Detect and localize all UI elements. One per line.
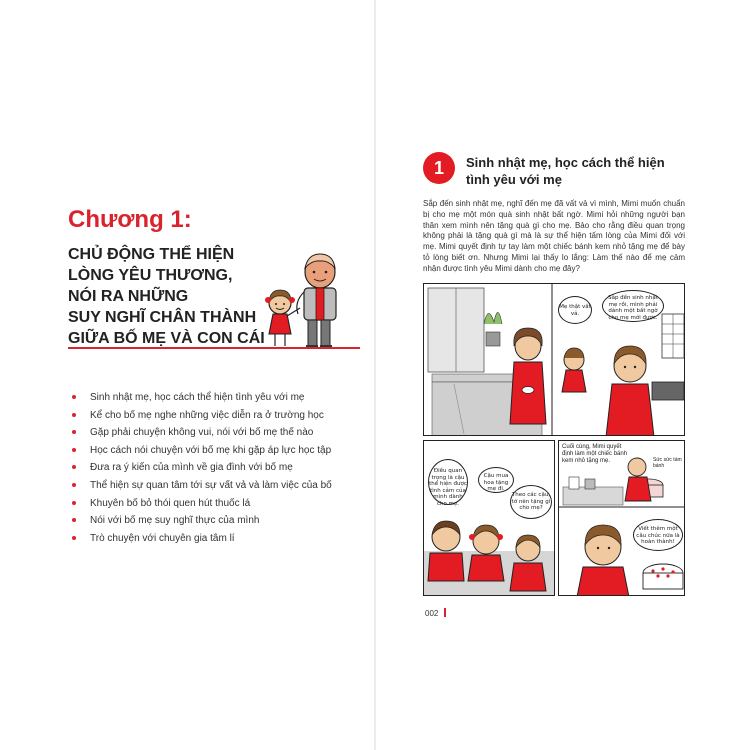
bullet-dot-icon <box>72 448 76 452</box>
list-item-text: Trò chuyện với chuyên gia tâm lí <box>90 532 235 544</box>
list-item <box>72 530 362 548</box>
chapter-title: Chương 1: <box>68 206 192 233</box>
chapter-subtitle-line: LÒNG YÊU THƯƠNG, <box>68 267 233 284</box>
list-item-text: Học cách nói chuyện với bố mẹ khi gặp áp lực học tập <box>90 444 332 456</box>
page-number: 002 <box>425 609 439 618</box>
comic-panel-kitchen <box>423 283 685 436</box>
father-daughter-illustration <box>258 248 348 350</box>
bullet-dot-icon <box>72 536 76 540</box>
book-gutter <box>374 0 376 750</box>
bullet-dot-icon <box>72 465 76 469</box>
list-item <box>72 512 362 530</box>
list-item <box>72 389 362 407</box>
chapter-subtitle-line: GIỮA BỐ MẸ VÀ CON CÁI <box>68 330 265 347</box>
list-item-text: Sinh nhật mẹ, học cách thể hiện tình yêu với mẹ <box>90 392 305 403</box>
list-item-text: Khuyên bố bỏ thói quen hút thuốc lá <box>90 497 251 509</box>
chapter-subtitle-line: NÓI RA NHỮNG <box>68 288 189 305</box>
bullet-dot-icon <box>72 430 76 434</box>
comic-panel-friends <box>423 440 555 596</box>
bullet-dot-icon <box>72 518 76 522</box>
speech-bubble: Viết thêm một câu chúc nữa là hoàn thành! <box>633 519 683 551</box>
list-item <box>72 459 362 477</box>
section-intro-paragraph: Sắp đến sinh nhật mẹ, nghĩ đến mẹ đã vất vả vì mình, Mimi muốn chuẩn bị cho mẹ một món quà sinh nhật bất ngờ. Mimi hỏi những người bạn thân xem mình nên tặng quà gì cho mẹ. Bảo cho rằng điều quan trọng không phải là tặng quà gì mà là sự thể hiện tấm lòng của Mimi đối với mẹ. Mimi quyết định tự tay làm một chiếc bánh kem nhỏ tặng mẹ để bày tỏ lòng biết ơn. Nhưng Mimi lại thấy lo lắng: Làm thế nào để mẹ cảm nhận được tình yêu Mimi dành cho mẹ đây? <box>423 199 685 273</box>
chapter-subtitle-line: CHỦ ĐỘNG THỂ HIỆN <box>68 246 235 263</box>
speech-bubble: Sắp đến sinh nhật mẹ rồi, mình phải dành một bất ngờ cho mẹ mới được. <box>602 290 664 322</box>
chapter-contents-list <box>72 389 362 547</box>
bullet-dot-icon <box>72 413 76 417</box>
section-number-badge: 1 <box>423 152 455 184</box>
list-item <box>72 477 362 495</box>
chapter-title-rule <box>68 347 360 349</box>
comic-panel-cake <box>558 440 685 596</box>
speech-bubble: Cậu mua hoa tặng mẹ đi. <box>478 467 514 493</box>
comic-caption: Cuối cùng, Mimi quyết định làm một chiếc bánh kem nhỏ tặng mẹ. <box>562 444 628 465</box>
comic-sign-label: Sức sức tám bánh <box>653 457 682 469</box>
page-number-marker <box>444 608 446 617</box>
list-item-text: Thể hiện sự quan tâm tới sự vất vả và làm việc của bố <box>90 479 332 491</box>
list-item-text: Đưa ra ý kiến của mình về gia đình với bố mẹ <box>90 462 293 474</box>
speech-bubble: Mẹ thật vất vả. <box>558 296 592 324</box>
chapter-subtitle-line: SUY NGHĨ CHÂN THÀNH <box>68 309 257 326</box>
comic-strip <box>423 283 685 596</box>
bullet-dot-icon <box>72 483 76 487</box>
section-title: Sinh nhật mẹ, học cách thể hiện tình yêu với mẹ <box>466 155 665 187</box>
bullet-dot-icon <box>72 501 76 505</box>
list-item-text: Nói với bố mẹ suy nghĩ thực của mình <box>90 515 260 527</box>
list-item <box>72 424 362 442</box>
speech-bubble: Điều quan trọng là cậu thể hiện được tình cảm của mình dành cho mẹ. <box>428 459 468 505</box>
list-item <box>72 495 362 513</box>
list-item <box>72 407 362 425</box>
list-item <box>72 442 362 460</box>
list-item-text: Kể cho bố mẹ nghe những việc diễn ra ở trường học <box>90 409 324 421</box>
list-item-text: Gặp phải chuyện không vui, nói với bố mẹ thế nào <box>90 427 314 439</box>
speech-bubble: Theo các cậu, tớ nên tặng gì cho mẹ? <box>510 485 552 519</box>
bullet-dot-icon <box>72 395 76 399</box>
